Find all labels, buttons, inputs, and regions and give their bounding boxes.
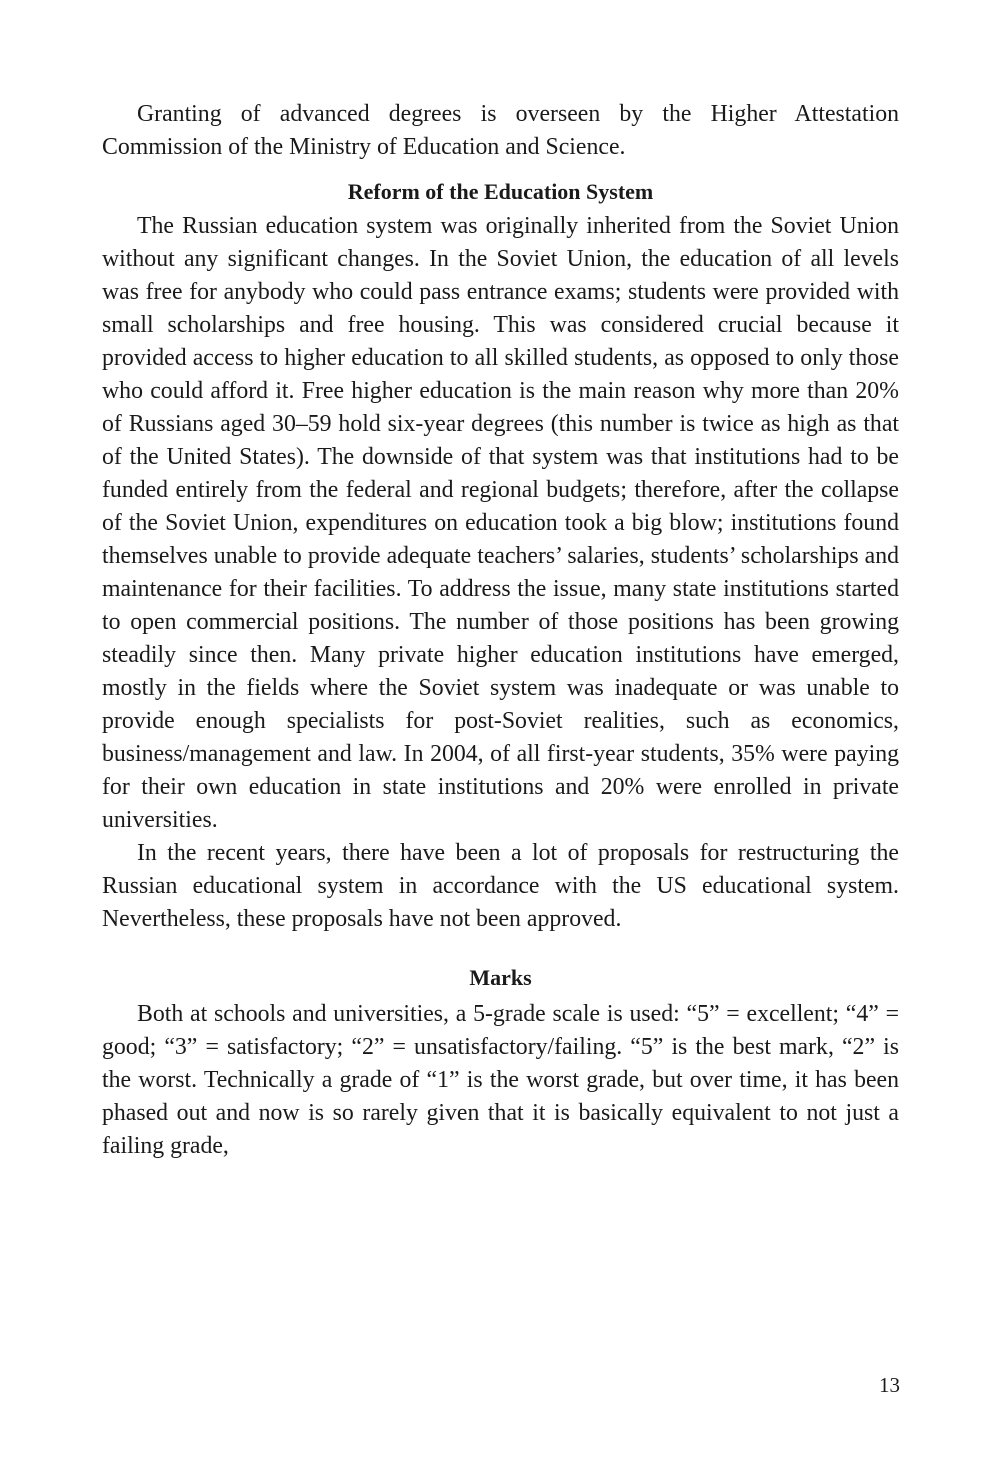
paragraph-reform-2: In the recent years, there have been a lot of proposals for restructuring the Russian educational system in accordance with the US educational system. Nevertheless, these proposals have not been approved.	[102, 840, 899, 932]
page-number: 13	[879, 1373, 900, 1397]
paragraph-intro: Granting of advanced degrees is overseen by the Higher Attestation Commission of the Ministry of Education and Science.	[102, 101, 899, 160]
paragraph-reform-1: The Russian education system was originally inherited from the Soviet Union without any significant changes. In the Soviet Union, the education of all levels was free for anybody who could pass entrance exams; students were provided with small scholarships and free housing. This was considered crucial because it provided access to higher education to all skilled students, as opposed to only those who could afford it. Free higher education is the main reason why more than 20% of Russians aged 30–59 hold six-year degrees (this number is twice as high as that of the United States). The downside of that system was that institutions had to be funded entirely from the federal and regional budgets; therefore, after the collapse of the Soviet Union, expenditures on education took a big blow; institutions found themselves unable to provide adequate teachers’ salaries, students’ scholarships and maintenance for their facilities. To address the issue, many state institutions started to open commercial positions. The number of those positions has been growing steadily since then. Many private higher education institutions have emerged, mostly in the fields where the Soviet system was inadequate or was unable to provide enough specialists for post-Soviet realities, such as economics, business/management and law. In 2004, of all first-year students, 35% were paying for their own education in state institutions and 20% were enrolled in private universities.	[102, 213, 899, 833]
section-heading-marks: Marks	[469, 965, 532, 990]
page-content	[102, 98, 899, 1163]
section-heading-reform: Reform of the Education System	[347, 179, 654, 204]
paragraph-marks-1: Both at schools and universities, a 5-grade scale is used: “5” = excellent; “4” = good; “3” = satisfactory; “2” = unsatisfactory/failing. “5” is the best mark, “2” is the worst. Technically a grade of “1” is the worst grade, but over time, it has been phased out and now is so rarely given that it is basically equivalent to not just a failing grade,	[102, 1001, 899, 1159]
